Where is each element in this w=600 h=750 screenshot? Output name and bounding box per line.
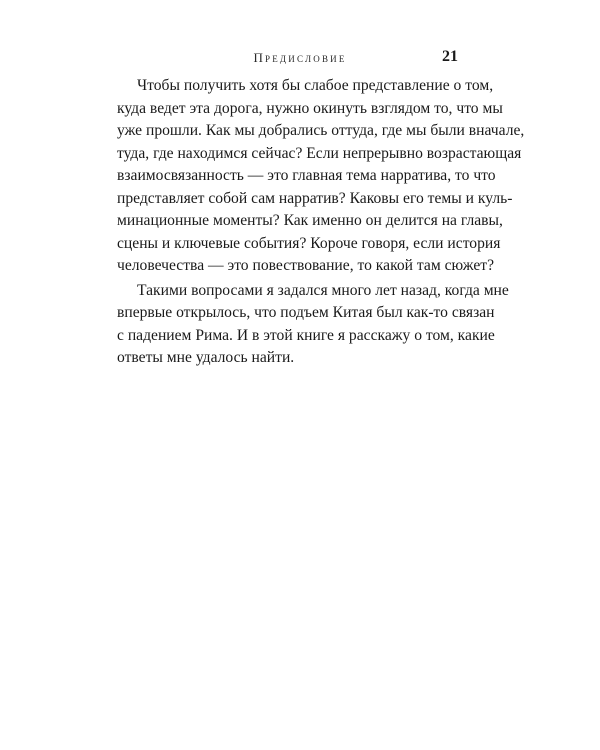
text-line: представляет собой сам нарратив? Каковы его темы и куль- bbox=[117, 189, 513, 207]
running-title: Предисловие bbox=[253, 50, 347, 65]
body-text bbox=[117, 75, 525, 370]
text-line: минационные моменты? Как именно он делится на главы, bbox=[117, 212, 503, 229]
text-line: ответы мне удалось найти. bbox=[117, 349, 295, 366]
text-line: сцены и ключевые события? Короче говоря, если история bbox=[117, 234, 501, 252]
text-line: уже прошли. Как мы добрались оттуда, где мы были вначале, bbox=[117, 122, 525, 139]
page-number: 21 bbox=[442, 48, 458, 65]
text-line: впервые открылось, что подъем Китая был как-то связан bbox=[117, 304, 495, 321]
paragraph-2 bbox=[117, 280, 509, 370]
text-line: туда, где находимся сейчас? Если непрерывно возрастающая bbox=[117, 144, 522, 162]
text-line: Чтобы получить хотя бы слабое представление о том, bbox=[137, 77, 494, 94]
text-line: с падением Рима. И в этой книге я расскажу о том, какие bbox=[117, 326, 495, 344]
text-line: человечества — это повествование, то какой там сюжет? bbox=[117, 257, 494, 274]
text-line: взаимосвязанность — это главная тема нарратива, то что bbox=[117, 167, 496, 184]
paragraph-1 bbox=[117, 75, 525, 278]
running-head bbox=[0, 50, 600, 70]
text-line: Такими вопросами я задался много лет назад, когда мне bbox=[137, 281, 509, 299]
text-line: куда ведет эта дорога, нужно окинуть взглядом то, что мы bbox=[117, 99, 503, 117]
